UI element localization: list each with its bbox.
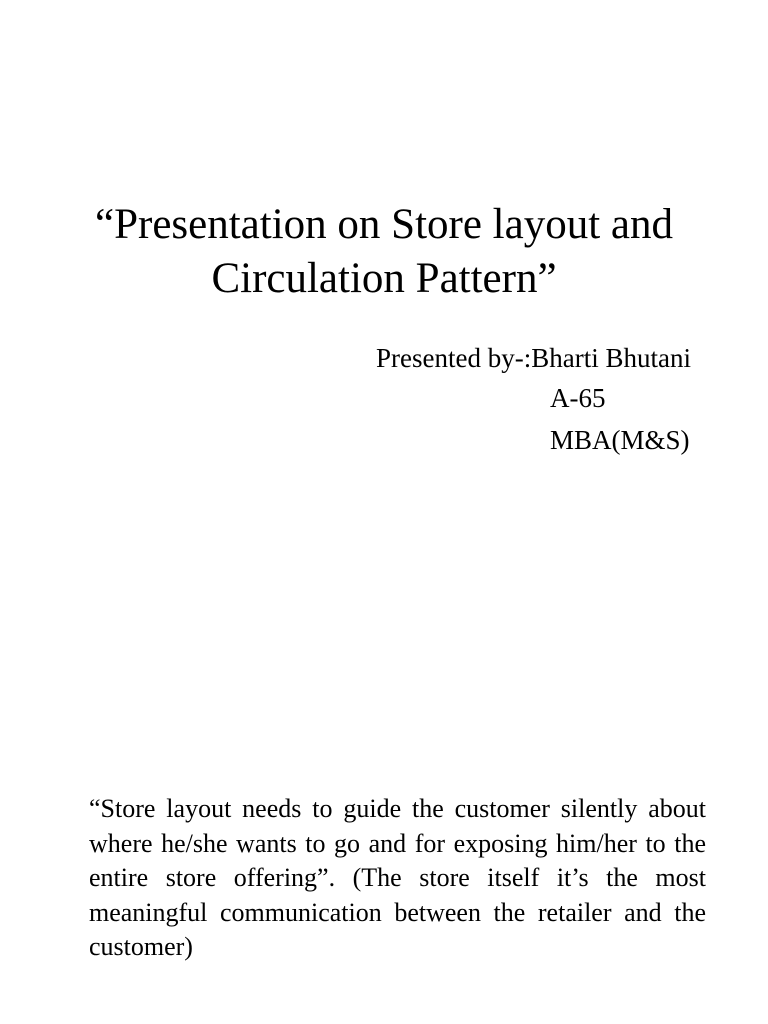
presenter-name: Presented by-:Bharti Bhutani: [376, 343, 691, 373]
quote-text: “Store layout needs to guide the customer silently about where he/she wants to go and for exposing him/her to the entire store offering”. (The store itself it’s the most meaningful communication between the retailer and the customer): [89, 794, 706, 961]
slide-title-line-1: “Presentation on Store layout and: [95, 201, 673, 248]
slide-title: [0, 198, 768, 306]
slide-title-line-2: Circulation Pattern”: [211, 255, 557, 302]
program-name: MBA(M&S): [550, 425, 690, 455]
roll-number: A-65: [550, 383, 606, 413]
